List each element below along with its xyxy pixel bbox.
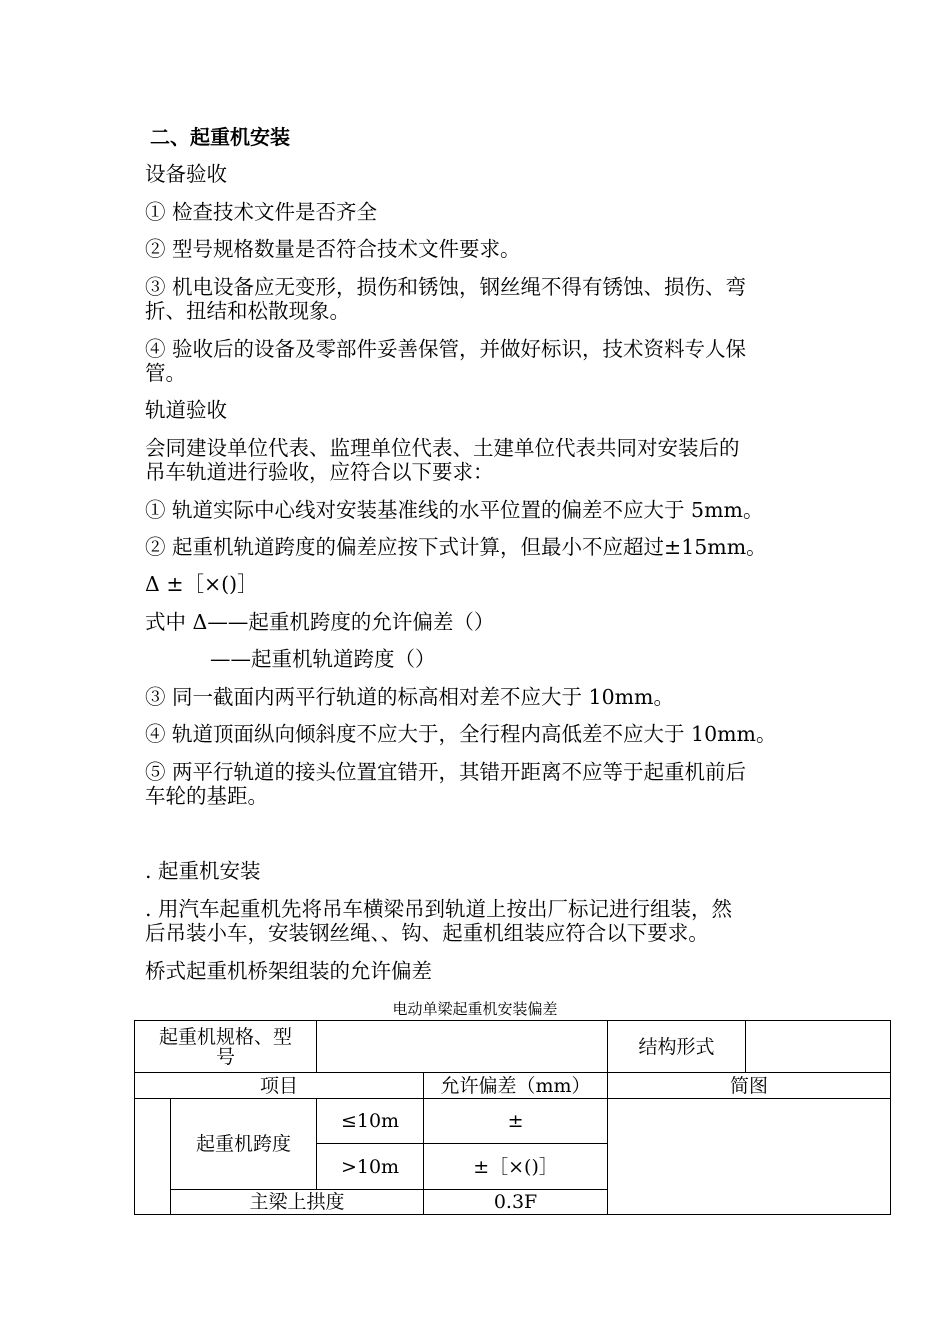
paragraph-line: ① 检查技术文件是否齐全 <box>145 200 378 224</box>
paragraph-line: 桥式起重机桥架组装的允许偏差 <box>145 959 432 983</box>
structure-label-cell: 结构形式 <box>608 1021 746 1073</box>
paragraph-line: 后吊装小车，安装钢丝绳、、钩、起重机组装应符合以下要求。 <box>145 921 709 945</box>
table-caption: 电动单梁起重机安装偏差 <box>392 1000 558 1018</box>
tolerance-cell: ± <box>424 1099 608 1144</box>
paragraph-line: 设备验收 <box>145 162 227 186</box>
paragraph-line: 车轮的基距。 <box>145 784 268 808</box>
paragraph-line: ① 轨道实际中心线对安装基准线的水平位置的偏差不应大于 5mm。 <box>145 498 764 522</box>
table-header-row <box>135 1073 891 1099</box>
paragraph-line: ——起重机轨道跨度（） <box>210 647 436 671</box>
structure-value-cell <box>746 1021 891 1073</box>
paragraph-line: ③ 机电设备应无变形，损伤和锈蚀，钢丝绳不得有锈蚀、损伤、弯 <box>145 275 747 299</box>
table-row <box>135 1099 891 1144</box>
paragraph-line: 吊车轨道进行验收，应符合以下要求： <box>145 460 494 484</box>
spec-label-line: 号 <box>216 1045 236 1068</box>
header-tolerance: 允许偏差（mm） <box>424 1073 608 1099</box>
paragraph-line: ⑤ 两平行轨道的接头位置宜错开，其错开距离不应等于起重机前后 <box>145 760 747 784</box>
condition-cell: >10m <box>317 1144 424 1190</box>
item-cell: 主梁上拱度 <box>171 1190 424 1215</box>
tolerance-cell: 0.3F <box>424 1190 608 1215</box>
paragraph-line: . 用汽车起重机先将吊车横梁吊到轨道上按出厂标记进行组装，然 <box>145 897 733 921</box>
table-row <box>135 1021 891 1073</box>
item-cell: 起重机跨度 <box>171 1099 317 1190</box>
paragraph-line: ④ 轨道顶面纵向倾斜度不应大于，全行程内高低差不应大于 10mm。 <box>145 722 777 746</box>
paragraph-line: ② 型号规格数量是否符合技术文件要求。 <box>145 237 521 261</box>
paragraph-line: . 起重机安装 <box>145 859 261 883</box>
paragraph-line: ④ 验收后的设备及零部件妥善保管，并做好标识，技术资料专人保 <box>145 337 747 361</box>
paragraph-line: 管。 <box>145 361 186 385</box>
paragraph-line: ③ 同一截面内两平行轨道的标高相对差不应大于 10mm。 <box>145 685 674 709</box>
formula-line: Δ ±［×()］ <box>145 572 258 596</box>
condition-cell: ≤10m <box>317 1099 424 1144</box>
paragraph-line: 会同建设单位代表、监理单位代表、土建单位代表共同对安装后的 <box>145 436 740 460</box>
section-heading: 二、起重机安装 <box>150 125 290 149</box>
paragraph-line: 式中 Δ——起重机跨度的允许偏差（） <box>145 610 495 634</box>
spec-value-cell <box>317 1021 608 1073</box>
diagram-cell <box>608 1099 891 1215</box>
paragraph-line: 轨道验收 <box>145 398 227 422</box>
spec-label-cell <box>135 1021 317 1073</box>
tolerance-cell: ±［×()］ <box>424 1144 608 1190</box>
header-diagram: 简图 <box>608 1073 891 1099</box>
header-item: 项目 <box>135 1073 424 1099</box>
tolerance-table <box>134 1020 891 1215</box>
paragraph-line: 折、扭结和松散现象。 <box>145 299 350 323</box>
spec-label-line: 起重机规格、型 <box>159 1025 293 1048</box>
blank-cell <box>135 1099 171 1215</box>
paragraph-line: ② 起重机轨道跨度的偏差应按下式计算，但最小不应超过±15mm。 <box>145 535 767 559</box>
